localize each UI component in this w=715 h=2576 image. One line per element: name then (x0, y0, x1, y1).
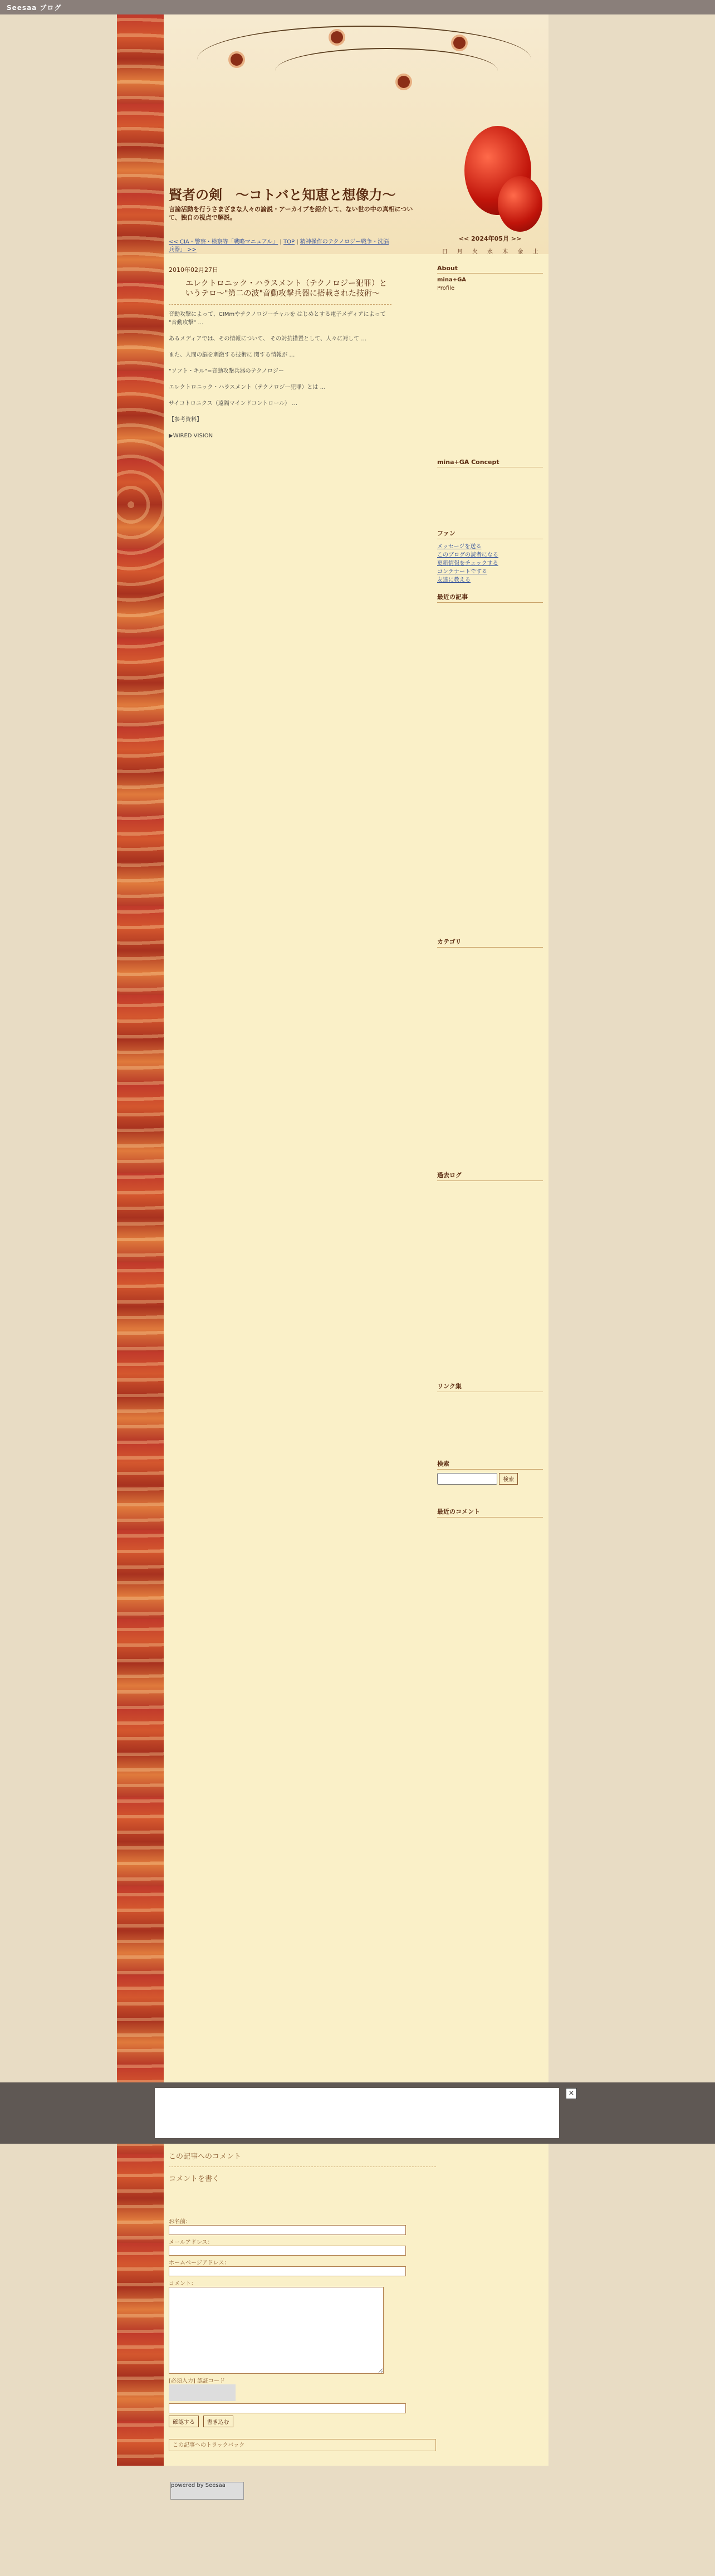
container-link[interactable]: コンテナートでする (437, 569, 487, 575)
subscribe-link[interactable]: このブログの読者になる (437, 552, 498, 558)
right-background (549, 14, 715, 2576)
ad-banner[interactable] (155, 2088, 559, 2138)
calendar-day-header: 金 (517, 249, 523, 255)
search-form (437, 1473, 543, 1485)
close-icon[interactable]: × (566, 2088, 577, 2099)
name-field[interactable] (169, 2225, 406, 2235)
top-link[interactable]: TOP (283, 239, 295, 245)
prev-post-link[interactable]: << CIA・警察・検察等「戦略マニュアル」 (169, 239, 278, 245)
powered-by-label: powered by Seesaa (171, 2482, 226, 2489)
calendar (437, 245, 543, 257)
post-title[interactable]: エレクトロニック・ハラスメント（テクノロジー犯罪）というテロ〜"第二の波"音動攻撃兵器に搭載された技術〜 (185, 279, 387, 298)
blog-tagline: 言論活動を行うさまざまな人々の論説・アーカイブを紹介して、ない世の中の真相について、独自の視点で解説。 (169, 206, 413, 221)
breadcrumb: << CIA・警察・検察等「戦略マニュアル」 | TOP | 精神操作のテクノロジー戦争・洗脳兵器」 >> (169, 239, 389, 253)
send-message-link[interactable]: メッセージを送る (437, 544, 482, 550)
post-paragraph: また、人間の脳を刺激する技術に 関する情報が … (169, 352, 295, 358)
confirm-button[interactable]: 確認する (169, 2416, 199, 2427)
blog-title[interactable]: 賢者の剣 ～コトバと知恵と想像力～ (169, 187, 396, 203)
post-body (169, 310, 391, 440)
calendar-title[interactable]: << 2024年05月 >> (458, 235, 522, 242)
post-paragraph: エレクトロニック・ハラスメント（テクノロジー犯罪）とは … (169, 384, 326, 391)
post-date: 2010年02月27日 (169, 266, 218, 274)
calendar-day-header: 土 (532, 249, 538, 255)
top-bar (0, 0, 715, 14)
recent-comments-heading: 最近のコメント (437, 1507, 543, 1518)
calendar-day-header: 月 (457, 249, 463, 255)
auth-code-field[interactable] (169, 2403, 406, 2413)
auth-code-label: [必須入力] 認証コード (169, 2378, 225, 2384)
profile-label: Profile (437, 285, 455, 291)
post-paragraph: 【参考資料】 (169, 417, 202, 423)
post-paragraph: "ソフト・キル"=音動攻撃兵器のテクノロジー (169, 368, 284, 374)
powered-by-badge[interactable] (170, 2482, 244, 2500)
check-updates-link[interactable]: 更新情報をチェックする (437, 560, 498, 567)
email-field[interactable] (169, 2246, 406, 2256)
about-name: mina+GA (437, 277, 467, 283)
homepage-field[interactable] (169, 2266, 406, 2276)
sidebar (437, 234, 543, 1518)
comment-textarea[interactable] (169, 2287, 384, 2374)
post-paragraph: サイコトロニクス（遠隔マインドコントロール） … (169, 401, 298, 407)
main-column (169, 238, 391, 448)
search-heading: 検索 (437, 1459, 543, 1470)
post-paragraph: 音動攻撃によって、CIMmやテクノロジーチャルを はじめとする電子メディアによって "音動攻撃" … (169, 311, 386, 326)
archive-heading: 過去ログ (437, 1170, 543, 1181)
captcha-image (169, 2384, 236, 2401)
about-heading: About (437, 265, 543, 274)
post-paragraph: あるメディアでは、その情報について、 その対抗措置として、人々に対して … (169, 336, 367, 342)
calendar-day-header: 水 (487, 249, 493, 255)
comments-title: この記事へのコメント (169, 2153, 242, 2161)
ad-overlay (0, 2082, 715, 2144)
search-button[interactable]: 検索 (499, 1473, 518, 1485)
links-heading: リンク集 (437, 1382, 543, 1392)
calendar-day-header: 火 (472, 249, 478, 255)
trackback-section: この記事へのトラックバック (169, 2439, 436, 2451)
name-label: お名前： (169, 2219, 191, 2225)
category-heading: カテゴリ (437, 937, 543, 948)
comment-section (169, 2150, 436, 2427)
next-post-link[interactable]: 精神操作のテクノロジー戦争・洗脳兵器」 >> (169, 239, 389, 253)
tell-friends-link[interactable]: 友達に教える (437, 577, 471, 583)
calendar-day-header: 木 (502, 249, 508, 255)
search-input[interactable] (437, 1473, 497, 1485)
homepage-label: ホームページアドレス： (169, 2260, 230, 2266)
fan-heading: ファン (437, 529, 543, 539)
left-background (0, 14, 117, 2576)
seesaa-logo[interactable]: Seesaa ブログ (7, 4, 62, 12)
concept-heading: mina+GA Concept (437, 458, 543, 467)
write-comment-title: コメントを書く (169, 2175, 220, 2183)
recent-posts-heading: 最近の記事 (437, 592, 543, 603)
calendar-day-header: 日 (442, 249, 448, 255)
submit-button[interactable]: 書き込む (203, 2416, 233, 2427)
fan-list (437, 543, 543, 584)
email-label: メールアドレス： (169, 2240, 213, 2246)
post-paragraph: ▶WIRED VISION (169, 433, 213, 439)
comment-label: コメント： (169, 2281, 197, 2287)
divider (169, 304, 391, 305)
